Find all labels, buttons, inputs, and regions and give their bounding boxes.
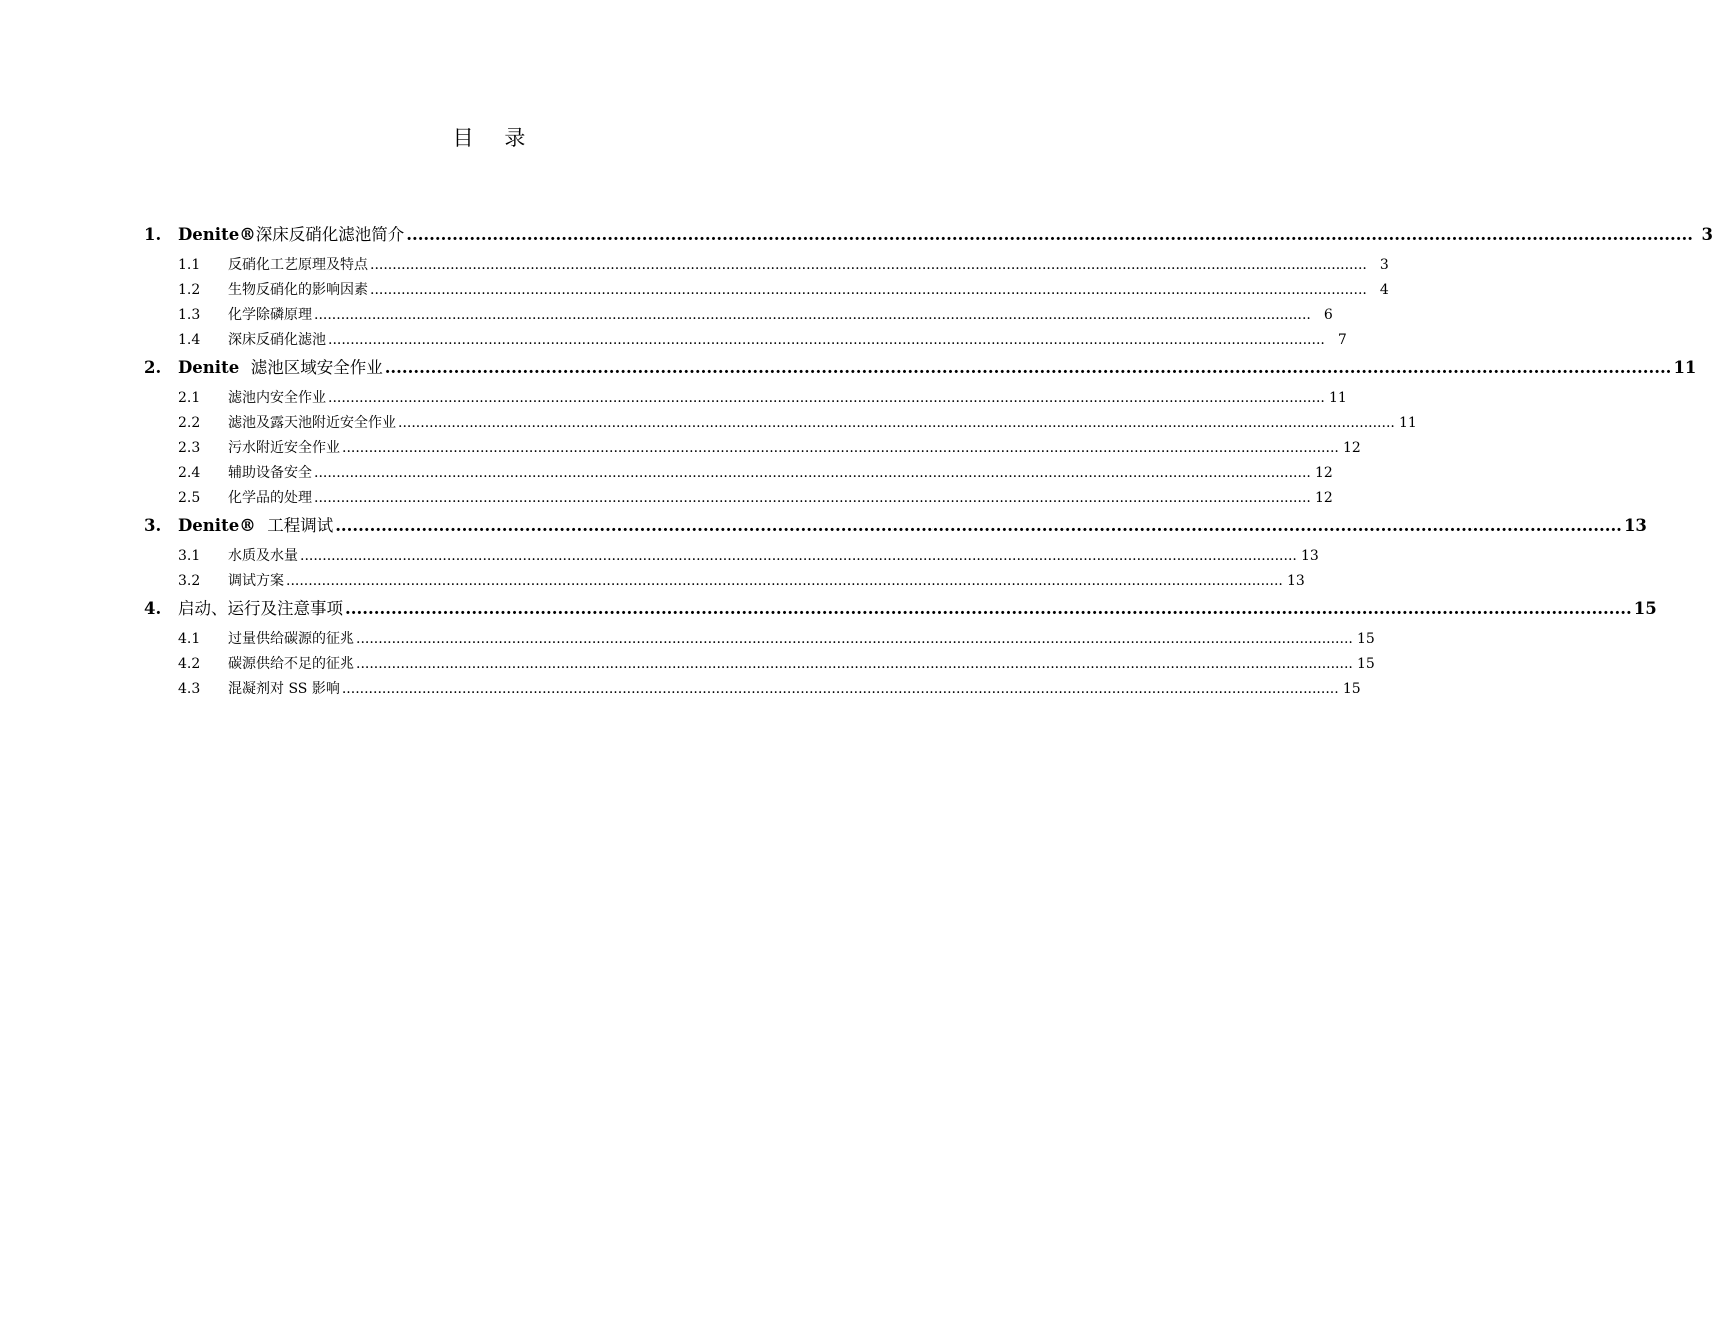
dot-leader <box>328 386 1325 411</box>
section-page-number: 12 <box>1315 490 1333 506</box>
section-title: 水质及水量 <box>228 548 298 564</box>
chapter-number: 4. <box>144 599 162 618</box>
section-page-number: 12 <box>1315 465 1333 481</box>
section-title: 过量供给碳源的征兆 <box>228 631 354 647</box>
chapter-number: 1. <box>144 225 162 244</box>
section-title: 深床反硝化滤池 <box>228 332 326 348</box>
toc-section-1-1[interactable] <box>144 253 1389 278</box>
toc-section-2-3[interactable] <box>144 436 1361 461</box>
section-title: 滤池及露天池附近安全作业 <box>228 415 396 431</box>
dot-leader <box>356 652 1353 677</box>
section-title: 生物反硝化的影响因素 <box>228 282 368 298</box>
section-page-number: 12 <box>1343 440 1361 456</box>
chapter-number: 2. <box>144 358 162 377</box>
section-title: 辅助设备安全 <box>228 465 312 481</box>
section-number: 1.3 <box>178 307 201 323</box>
section-page-number: 6 <box>1323 307 1333 323</box>
toc-section-4-3[interactable] <box>144 677 1361 702</box>
dot-leader <box>398 411 1395 436</box>
chapter-title: Denite® 工程调试 <box>178 516 334 535</box>
section-page-number: 11 <box>1399 415 1417 431</box>
chapter-page-number: 3 <box>1701 225 1713 244</box>
dot-leader <box>328 328 1325 353</box>
chapter-title: Denite®深床反硝化滤池简介 <box>178 225 405 244</box>
toc-section-3-1[interactable] <box>144 544 1319 569</box>
dot-leader <box>385 355 1672 380</box>
chapter-page-number: 13 <box>1623 516 1647 535</box>
dot-leader <box>370 278 1367 303</box>
section-number: 2.1 <box>178 390 201 406</box>
dot-leader <box>286 569 1283 594</box>
section-number: 3.2 <box>178 573 201 589</box>
section-page-number: 4 <box>1379 282 1389 298</box>
section-number: 2.3 <box>178 440 201 456</box>
dot-leader <box>314 461 1311 486</box>
chapter-number: 3. <box>144 516 162 535</box>
section-page-number: 15 <box>1357 656 1375 672</box>
section-number: 2.4 <box>178 465 201 481</box>
section-title: 污水附近安全作业 <box>228 440 340 456</box>
toc-chapter-2[interactable] <box>144 355 1697 380</box>
section-page-number: 7 <box>1337 332 1347 348</box>
section-number: 1.2 <box>178 282 201 298</box>
section-title: 碳源供给不足的征兆 <box>228 656 354 672</box>
toc-section-2-1[interactable] <box>144 386 1347 411</box>
toc-section-1-4[interactable] <box>144 328 1347 353</box>
chapter-title: Denite 滤池区域安全作业 <box>178 358 383 377</box>
chapter-page-number: 11 <box>1673 358 1697 377</box>
toc-chapter-3[interactable] <box>144 513 1647 538</box>
toc-section-2-2[interactable] <box>144 411 1417 436</box>
section-page-number: 15 <box>1342 681 1361 697</box>
section-number: 1.4 <box>178 332 201 348</box>
toc-section-4-1[interactable] <box>144 627 1375 652</box>
section-number: 2.2 <box>178 415 201 431</box>
section-page-number: 11 <box>1329 390 1347 406</box>
toc-chapter-1[interactable] <box>144 222 1713 247</box>
section-number: 4.1 <box>178 631 201 647</box>
section-page-number: 13 <box>1287 573 1305 589</box>
dot-leader <box>314 486 1311 511</box>
toc-section-2-5[interactable] <box>144 486 1333 511</box>
table-of-contents <box>144 222 1713 702</box>
section-title: 化学品的处理 <box>228 490 312 506</box>
toc-section-1-3[interactable] <box>144 303 1333 328</box>
dot-leader <box>342 436 1339 461</box>
toc-chapter-4[interactable] <box>144 596 1657 621</box>
toc-section-2-4[interactable] <box>144 461 1333 486</box>
chapter-title: 启动、运行及注意事项 <box>178 599 343 618</box>
dot-leader <box>300 544 1297 569</box>
page-title: 目 录 <box>452 126 538 150</box>
chapter-page-number: 15 <box>1633 599 1657 618</box>
toc-section-3-2[interactable] <box>144 569 1305 594</box>
section-title: 反硝化工艺原理及特点 <box>228 257 368 273</box>
section-number: 3.1 <box>178 548 201 564</box>
dot-leader <box>356 627 1353 652</box>
dot-leader <box>314 303 1311 328</box>
section-title: 调试方案 <box>228 573 284 589</box>
dot-leader <box>335 513 1622 538</box>
dot-leader <box>406 222 1693 247</box>
section-page-number: 13 <box>1301 548 1319 564</box>
section-number: 4.3 <box>178 681 201 697</box>
dot-leader <box>370 253 1367 278</box>
section-number: 4.2 <box>178 656 201 672</box>
toc-section-4-2[interactable] <box>144 652 1375 677</box>
section-title: 化学除磷原理 <box>228 307 312 323</box>
section-title: 滤池内安全作业 <box>228 390 326 406</box>
section-page-number: 15 <box>1357 631 1375 647</box>
toc-section-1-2[interactable] <box>144 278 1389 303</box>
section-title: 混凝剂对 SS 影响 <box>228 681 340 697</box>
dot-leader <box>345 596 1632 621</box>
section-number: 1.1 <box>178 257 201 273</box>
dot-leader <box>342 677 1339 702</box>
section-page-number: 3 <box>1379 257 1389 273</box>
section-number: 2.5 <box>178 490 201 506</box>
